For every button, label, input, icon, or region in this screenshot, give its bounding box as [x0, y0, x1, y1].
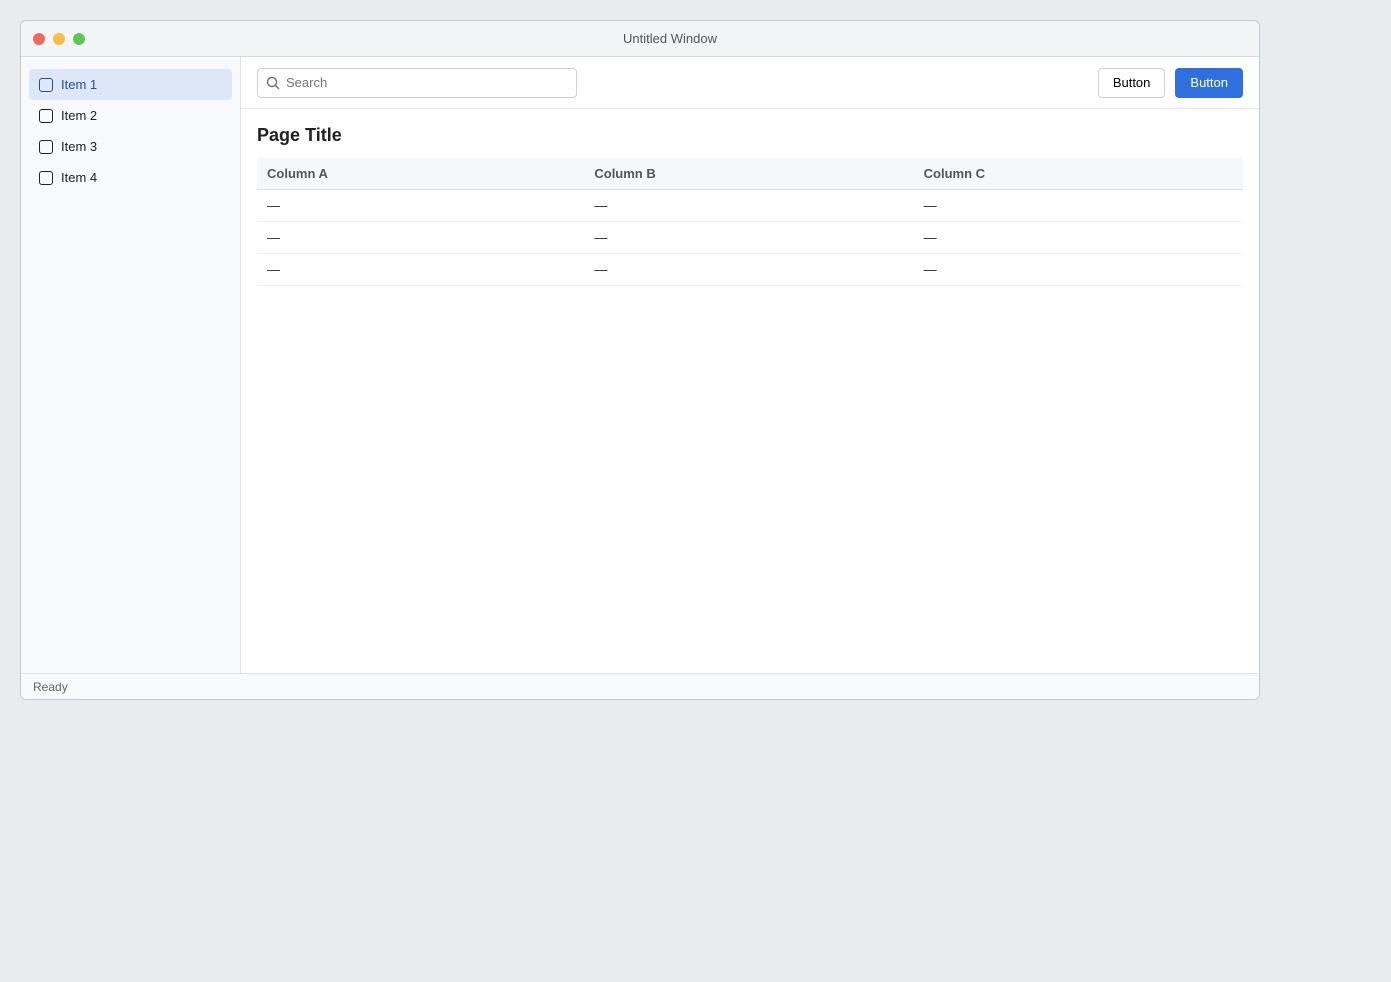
- search-box[interactable]: [257, 68, 577, 98]
- table-cell: —: [584, 190, 913, 222]
- main-panel: [241, 57, 1259, 673]
- table-cell: —: [257, 222, 584, 254]
- table-cell: —: [914, 222, 1243, 254]
- sidebar-item-1[interactable]: [29, 69, 232, 100]
- table-cell: —: [584, 254, 913, 286]
- sidebar-item-label: Item 2: [61, 108, 98, 123]
- content-area: [241, 109, 1259, 302]
- sidebar-item-4[interactable]: [29, 162, 232, 193]
- folder-icon: [39, 78, 53, 92]
- table-row[interactable]: [257, 222, 1243, 254]
- toolbar: [241, 57, 1259, 109]
- column-header[interactable]: Column B: [584, 158, 913, 190]
- table-cell: —: [914, 190, 1243, 222]
- table-row[interactable]: [257, 190, 1243, 222]
- status-text: Ready: [33, 679, 68, 694]
- maximize-window-button[interactable]: [73, 33, 85, 45]
- minimize-window-button[interactable]: [53, 33, 65, 45]
- table-header-row: [257, 158, 1243, 190]
- sidebar-item-label: Item 3: [61, 139, 98, 154]
- page-title: Page Title: [257, 125, 342, 145]
- sidebar-item-label: Item 1: [61, 77, 98, 92]
- folder-icon: [39, 171, 53, 185]
- folder-icon: [39, 140, 53, 154]
- status-bar: [21, 673, 1259, 699]
- table-cell: —: [914, 254, 1243, 286]
- folder-icon: [39, 109, 53, 123]
- search-input[interactable]: [286, 75, 568, 90]
- app-window: [20, 20, 1260, 700]
- column-header[interactable]: Column C: [914, 158, 1243, 190]
- primary-button[interactable]: Button: [1175, 68, 1243, 98]
- data-table: [257, 158, 1243, 286]
- secondary-button[interactable]: Button: [1098, 68, 1166, 98]
- table-cell: —: [584, 222, 913, 254]
- sidebar-item-label: Item 4: [61, 170, 98, 185]
- sidebar-item-3[interactable]: [29, 131, 232, 162]
- search-icon: [266, 76, 280, 90]
- table-cell: —: [257, 254, 584, 286]
- close-window-button[interactable]: [33, 33, 45, 45]
- title-bar: [21, 21, 1259, 57]
- sidebar: [21, 57, 241, 673]
- sidebar-item-2[interactable]: [29, 100, 232, 131]
- table-row[interactable]: [257, 254, 1243, 286]
- table-cell: —: [257, 190, 584, 222]
- window-title: Untitled Window: [623, 31, 717, 46]
- column-header[interactable]: Column A: [257, 158, 584, 190]
